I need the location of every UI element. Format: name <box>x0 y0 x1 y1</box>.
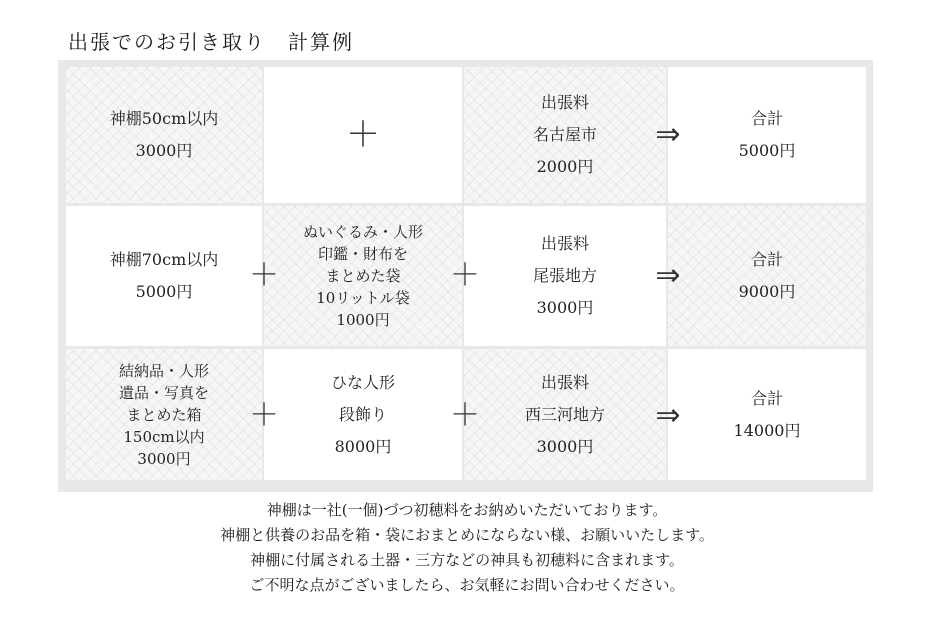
item-name: 神棚70cm以内 <box>109 250 219 269</box>
item-line: まとめた箱 <box>126 405 202 424</box>
fee-cell-row1 <box>464 67 666 203</box>
item-cell-row1 <box>66 67 262 203</box>
add-cell-row3 <box>264 349 462 480</box>
item-price: 3000円 <box>135 141 193 160</box>
note-line: ご不明な点がございましたら、お気軽にお問い合わせください。 <box>249 576 685 594</box>
fee-label: 出張料 <box>540 93 589 112</box>
add-item-line: 印鑑・財布を <box>317 245 408 263</box>
fee-price: 3000円 <box>536 436 594 456</box>
item-cell-row3 <box>66 349 262 480</box>
plus-icon: ＋ <box>346 115 380 155</box>
arrow-icon: ⇒ <box>655 258 681 293</box>
add-item-line: まとめた袋 <box>325 267 401 285</box>
total-label: 合計 <box>750 109 783 128</box>
plus-icon: ＋ <box>249 398 279 433</box>
fee-area: 名古屋市 <box>532 125 597 144</box>
plus-icon: ＋ <box>450 258 480 293</box>
fee-cell-row3 <box>464 349 666 480</box>
total-price: 5000円 <box>738 141 796 160</box>
note-line: 神棚は一社(一個)づつ初穂料をお納めいただいております。 <box>266 501 668 519</box>
add-item-line: ひな人形 <box>330 372 395 392</box>
fee-area: 西三河地方 <box>524 404 605 424</box>
item-line: 150cm以内 <box>123 427 205 446</box>
fee-label: 出張料 <box>540 372 589 392</box>
add-item-line: ぬいぐるみ・人形 <box>302 223 423 241</box>
add-cell-row2 <box>264 206 462 346</box>
item-line: 遺品・写真を <box>118 383 209 402</box>
plus-icon: ＋ <box>249 258 279 293</box>
note-line: 神棚と供養のお品を箱・袋におまとめにならない様、お願いいたします。 <box>220 526 714 544</box>
total-cell-row3 <box>668 349 866 480</box>
item-price: 5000円 <box>135 282 193 301</box>
fee-area: 尾張地方 <box>532 266 597 285</box>
add-item-line: 10リットル袋 <box>316 289 410 307</box>
total-label: 合計 <box>750 250 783 269</box>
add-cell-row1 <box>264 67 462 203</box>
total-label: 合計 <box>750 388 783 408</box>
note-line: 神棚に付属される土器・三方などの神具も初穂料に含まれます。 <box>250 551 684 569</box>
total-price: 14000円 <box>733 420 801 440</box>
fee-cell-row2 <box>464 206 666 346</box>
fee-price: 2000円 <box>536 157 594 176</box>
page-title: 出張でのお引き取り 計算例 <box>68 30 354 54</box>
arrow-icon: ⇒ <box>655 117 681 152</box>
total-cell-row2 <box>668 206 866 346</box>
add-item-price: 8000円 <box>334 436 392 456</box>
total-price: 9000円 <box>738 282 796 301</box>
total-cell-row1 <box>668 67 866 203</box>
notes <box>0 498 934 598</box>
fee-label: 出張料 <box>540 234 589 253</box>
item-cell-row2 <box>66 206 262 346</box>
add-item-price: 1000円 <box>336 311 390 329</box>
item-name: 神棚50cm以内 <box>109 109 219 128</box>
plus-icon: ＋ <box>450 398 480 433</box>
fee-price: 3000円 <box>536 298 594 317</box>
item-line: 結納品・人形 <box>118 361 209 380</box>
add-item-line: 段飾り <box>338 404 387 424</box>
item-price: 3000円 <box>137 449 191 468</box>
arrow-icon: ⇒ <box>655 398 681 433</box>
